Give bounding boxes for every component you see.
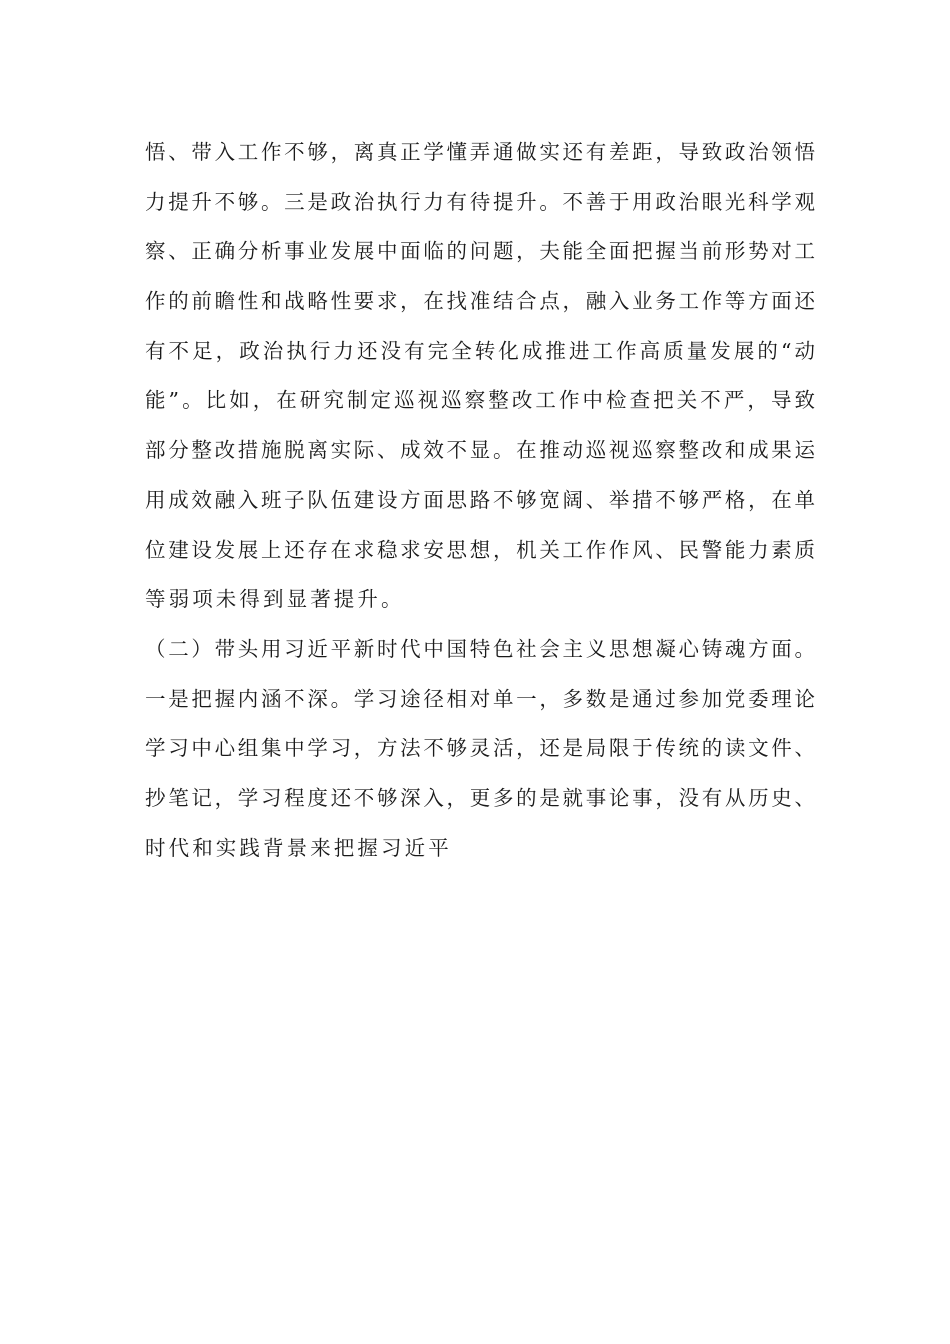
text-line-15: 时代和实践背景来把握习近平: [145, 835, 452, 860]
text-line-14: 抄笔记，学习程度还不够深入，更多的是就事论事，没有从历史、: [145, 785, 815, 810]
text-line-10: 等弱项未得到显著提升。: [145, 587, 405, 612]
text-line-8: 用成效融入班子队伍建设方面思路不够宽阔、举措不够严格，在单: [145, 487, 815, 512]
text-line-13: 学习中心组集中学习，方法不够灵活，还是局限于传统的读文件、: [145, 736, 815, 761]
text-line-5: 有不足，政治执行力还没有完全转化成推进工作高质量发展的“动: [145, 338, 815, 363]
text-line-2: 力提升不够。三是政治执行力有待提升。不善于用政治眼光科学观: [145, 189, 815, 214]
text-line-1: 悟、带入工作不够，离真正学懂弄通做实还有差距，导致政治领悟: [145, 140, 815, 164]
text-line-7: 部分整改措施脱离实际、成效不显。在推动巡视巡察整改和成果运: [145, 438, 815, 463]
body-text: [145, 128, 815, 873]
text-line-6: 能”。比如，在研究制定巡视巡察整改工作中检查把关不严，导致: [145, 388, 815, 413]
text-line-3: 察、正确分析事业发展中面临的问题，夫能全面把握当前形势对工: [145, 239, 815, 264]
section-heading-line: （二）带头用习近平新时代中国特色社会主义思想凝心铸魂方面。: [145, 636, 815, 661]
text-line-4: 作的前瞻性和战略性要求，在找准结合点，融入业务工作等方面还: [145, 289, 815, 314]
text-line-12: 一是把握内涵不深。学习途径相对单一，多数是通过参加党委理论: [145, 686, 815, 711]
text-line-9: 位建设发展上还存在求稳求安思想，机关工作作风、民警能力素质: [145, 537, 815, 562]
